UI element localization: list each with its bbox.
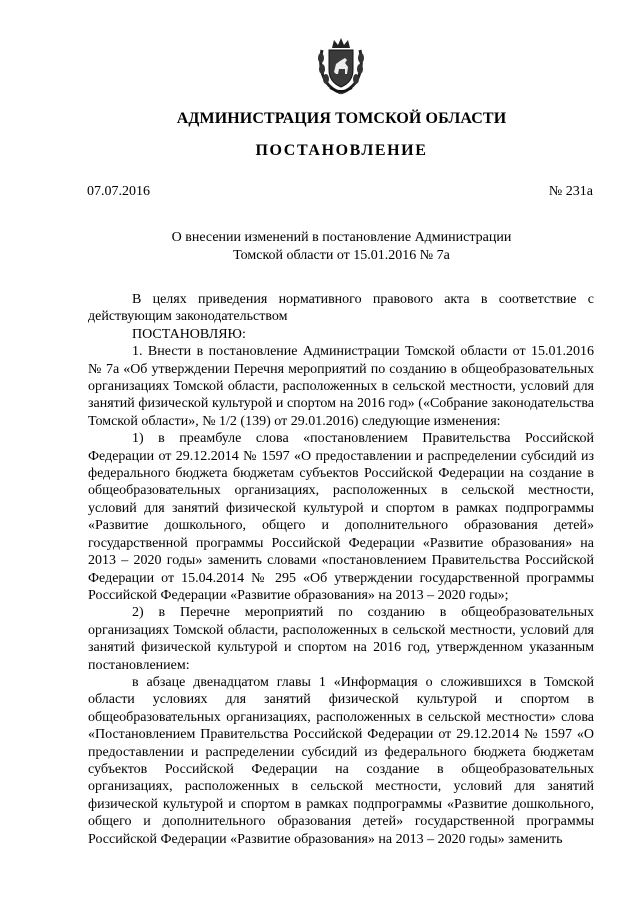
body-paragraph: 1) в преамбуле слова «постановлением Правительства Российской Федерации от 29.12.2014 № 1597 «О предоставлении и распределении субсидий из федерального бюджета бюджетам субъектов Российской Федерации на создание в общеобразовательных организациях, расположенных в сельской местности, условий для занятий физической культурой и спортом в рамках подпрограммы «Развитие дошкольного, общего и дополнительного образования детей» государственной программы Российской Федерации «Развитие образования» на 2013 – 2020 годы» заменить словами «постановлением Правительства Российской Федерации от 15.04.2014 № 295 «Об утверждении государственной программы Российской Федерации «Развитие образования» на 2013 – 2020 годы»; bbox=[88, 431, 594, 603]
subject-line: О внесении изменений в постановление Администрации bbox=[171, 230, 512, 245]
body-paragraph: в абзаце двенадцатом главы 1 «Информация о сложившихся в Томской области условиях для занятий физической культурой и спортом в общеобразовательных организациях, расположенных в сельской местности» слова «Постановлением Правительства Российской Федерации от 29.12.2014 № 1597 «О предоставлении и распределении субсидий из федерального бюджета бюджетам субъектов Российской Федерации на создание в общеобразовательных организациях, расположенных в сельской местности, условий для занятий физической культурой и спортом в рамках подпрограммы «Развитие дошкольного, общего и дополнительного образования детей» государственной программы Российской Федерации «Развитие образования» на 2013 – 2020 годы» заменить bbox=[88, 674, 594, 847]
body-paragraph: 1. Внести в постановление Администрации Томской области от 15.01.2016 № 7а «Об утверждении Перечня мероприятий по созданию в общеобразовательных организациях Томской области, расположенных в сельской местности, условий для занятий физической культурой и спортом на 2016 год» («Собрание законодательства Томской области», № 1/2 (139) от 29.01.2016) следующие изменения: bbox=[88, 344, 594, 429]
coat-of-arms-icon bbox=[316, 36, 366, 96]
organization-title: АДМИНИСТРАЦИЯ ТОМСКОЙ ОБЛАСТИ bbox=[176, 110, 507, 127]
body-paragraph: В целях приведения нормативного правового акта в соответствие с действующим законодательством bbox=[88, 292, 594, 325]
document-number: № 231а bbox=[548, 184, 593, 199]
document-type-title: ПОСТАНОВЛЕНИЕ bbox=[255, 142, 428, 159]
document-date: 07.07.2016 bbox=[87, 184, 150, 199]
subject-line: Томской области от 15.01.2016 № 7а bbox=[233, 248, 450, 263]
body-paragraph: 2) в Перечне мероприятий по созданию в общеобразовательных организациях Томской области, расположенных в сельской местности, условий для занятий физической культурой и спортом на 2016 год, утвержденном указанным постановлением: bbox=[88, 605, 594, 673]
document-body bbox=[88, 291, 594, 848]
document-subject bbox=[100, 229, 583, 265]
body-paragraph: ПОСТАНОВЛЯЮ: bbox=[132, 326, 246, 342]
